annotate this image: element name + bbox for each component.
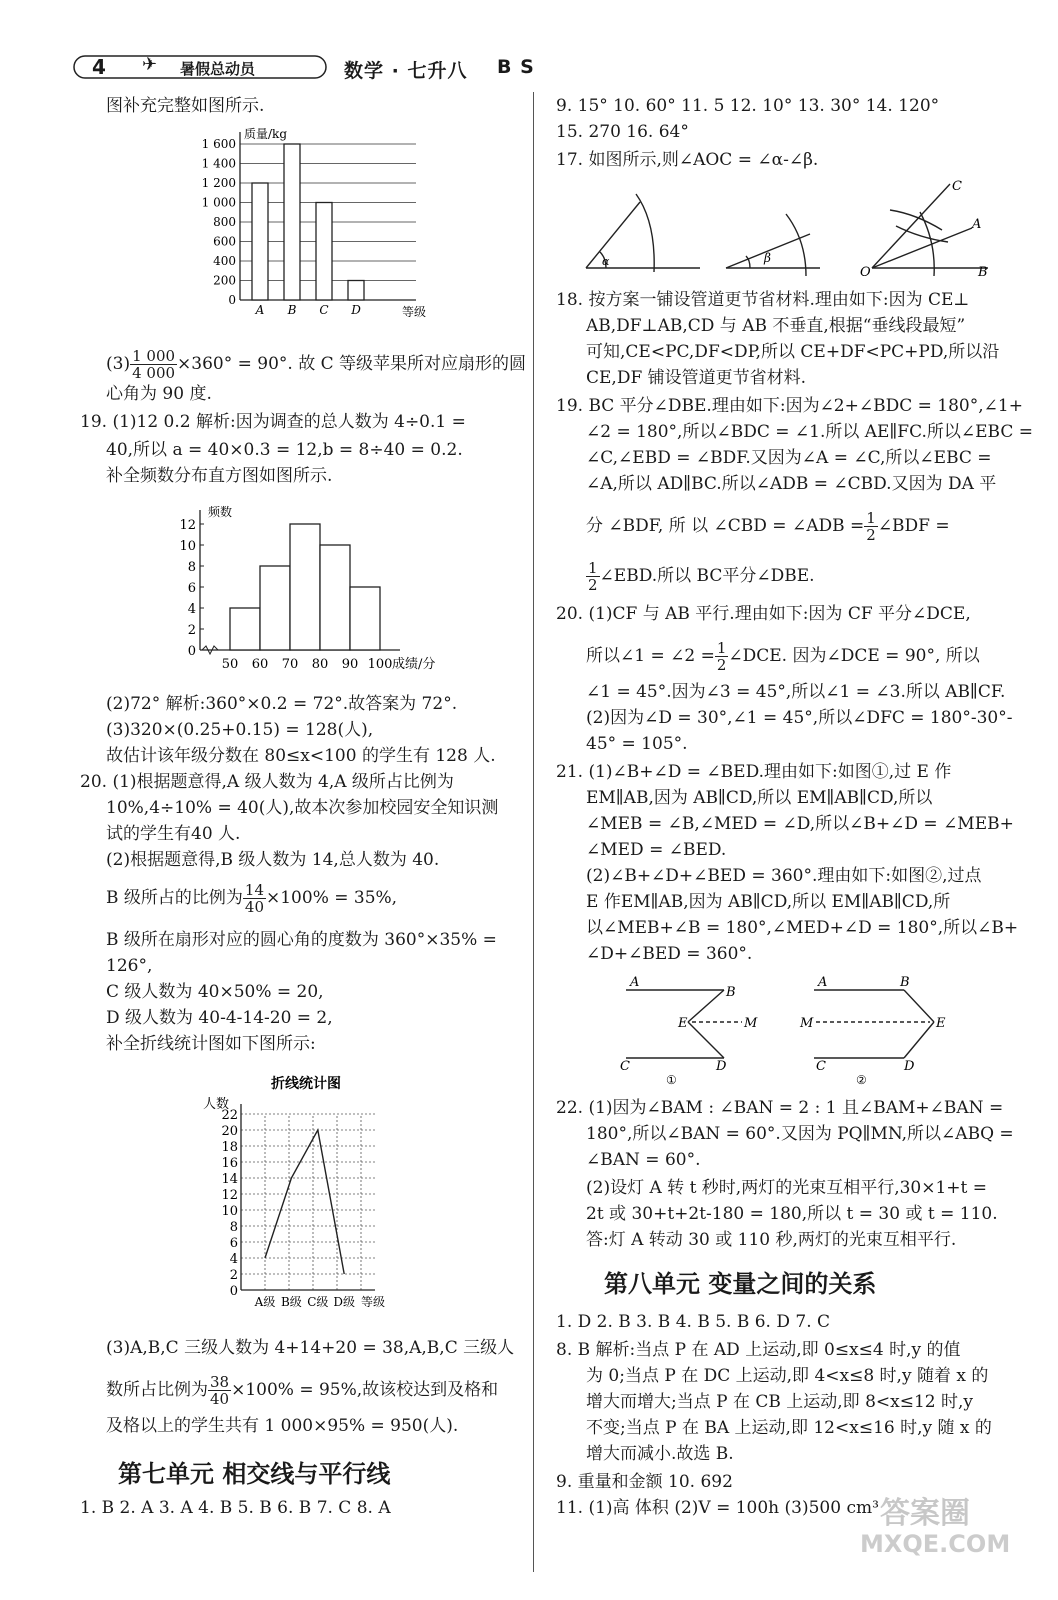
- y-tick-label: 10: [179, 539, 196, 554]
- x-tick-label: B级: [280, 1295, 302, 1309]
- histogram-bar: [320, 545, 350, 650]
- figure-21-parallel-lines: [612, 970, 972, 1090]
- text-line: 9. 重量和金额 10. 692: [556, 1472, 733, 1492]
- text-line: $\frac{1}{2}$ ∠EBD.所以 BC平分∠DBE.: [588, 559, 815, 594]
- fraction: $\frac{14}{40}$: [244, 881, 264, 916]
- fraction: $\frac{38}{40}$: [210, 1373, 230, 1408]
- point-b-label: B: [978, 265, 988, 280]
- histogram-bar: [290, 524, 320, 650]
- text-line: (2)根据题意得,B 级人数为 14,总人数为 40.: [106, 850, 440, 870]
- text-line: 不变;当点 P 在 BA 上运动,即 12<x≤16 时,y 随 x 的: [586, 1418, 992, 1438]
- text-line: 及格以上的学生共有 1 000×95% = 950(人).: [106, 1416, 459, 1436]
- text-line: 18. 按方案一铺设管道更节省材料.理由如下:因为 CE⊥: [556, 290, 970, 310]
- y-tick-label: 1 600: [201, 137, 236, 151]
- y-tick-label: 14: [221, 1172, 238, 1187]
- y-axis-title: 质量/kg: [244, 127, 287, 141]
- x-tick-label: B: [287, 303, 297, 317]
- text-line: 增大而增大;当点 P 在 CB 上运动,即 8<x≤12 时,y: [586, 1392, 974, 1412]
- watermark-url: MXQE.COM: [860, 1530, 1011, 1558]
- y-tick-label: 8: [229, 1220, 238, 1235]
- text-line: ∠MED = ∠BED.: [586, 840, 727, 860]
- fig21-a2: A: [818, 975, 828, 990]
- y-tick-label: 0: [187, 644, 196, 659]
- x-tick-label: A级: [254, 1295, 276, 1309]
- text-line: 1. D 2. B 3. B 4. B 5. B 6. D 7. C: [556, 1312, 831, 1332]
- text-line: 数所占比例为 $\frac{38}{40}$ ×100% = 95%,故该校达到及格和: [106, 1373, 499, 1408]
- text-line: 增大而减小.故选 B.: [586, 1444, 734, 1464]
- fig21-b1: B: [726, 985, 736, 1000]
- x-axis-title: 等级: [361, 1295, 386, 1309]
- y-tick-label: 22: [221, 1108, 238, 1123]
- x-tick-label: 80: [311, 657, 329, 672]
- text-line: 8. B 解析:当点 P 在 AD 上运动,即 0≤x≤4 时,y 的值: [556, 1340, 961, 1360]
- text-line: C 级人数为 40×50% = 20,: [106, 982, 324, 1002]
- text-line: 答:灯 A 转动 30 或 110 秒,两灯的光束互相平行.: [586, 1230, 957, 1250]
- y-tick-label: 800: [213, 215, 236, 229]
- text-line: 19. (1)12 0.2 解析:因为调查的总人数为 4÷0.1 =: [80, 412, 466, 432]
- histogram-bar: [350, 587, 380, 650]
- y-tick-label: 4: [187, 602, 196, 617]
- fig21-caption1: ①: [666, 1073, 677, 1087]
- section-title-unit8: 第八单元 变量之间的关系: [604, 1270, 877, 1298]
- text-line: 9. 15° 10. 60° 11. 5 12. 10° 13. 30° 14. 120°: [556, 96, 940, 116]
- y-tick-label: 400: [213, 254, 236, 268]
- x-tick-label: A: [255, 303, 265, 317]
- data-line: [265, 1130, 344, 1274]
- y-tick-label: 1 400: [201, 156, 236, 171]
- bird-icon: ✈: [142, 54, 158, 75]
- y-tick-label: 12: [179, 518, 196, 533]
- text-line: 10%,4÷10% = 40(人),故本次参加校园安全知识测: [106, 798, 499, 818]
- x-tick-label: 50: [221, 657, 239, 672]
- fig21-d2: D: [904, 1059, 915, 1074]
- text-line: B 级所占的比例为 $\frac{14}{40}$ ×100% = 35%,: [106, 881, 398, 916]
- histogram-bar: [260, 566, 290, 650]
- fig21-c1: C: [620, 1059, 630, 1074]
- column-divider: [533, 92, 534, 1572]
- text-line: AB,DF⊥AB,CD 与 AB 不垂直,根据“垂线段最短”: [586, 316, 966, 336]
- point-c-label: C: [952, 179, 962, 194]
- text-line: 1. B 2. A 3. A 4. B 5. B 6. B 7. C 8. A: [80, 1498, 391, 1518]
- page-header: [72, 52, 542, 82]
- y-tick-label: 16: [221, 1156, 238, 1171]
- y-tick-label: 200: [213, 273, 236, 288]
- bar: [252, 183, 268, 300]
- fig21-c2: C: [816, 1059, 826, 1074]
- text-line: ∠C,∠EBD = ∠BDF.又因为∠A = ∠C,所以∠EBC =: [586, 448, 992, 468]
- y-tick-label: 600: [213, 234, 236, 249]
- text-line: 为 0;当点 P 在 DC 上运动,即 4<x≤8 时,y 随着 x 的: [586, 1366, 989, 1386]
- y-tick-label: 2: [187, 623, 196, 638]
- watermark-logo: 答案圈: [880, 1496, 970, 1531]
- text-line: 126°,: [106, 956, 153, 976]
- fig21-m2: M: [800, 1016, 814, 1031]
- bar: [348, 281, 364, 301]
- text-line: 45° = 105°.: [586, 734, 688, 754]
- text-line: ∠MEB = ∠B,∠MED = ∠D,所以∠B+∠D = ∠MEB+: [586, 814, 1014, 834]
- text-line: 试的学生有40 人.: [106, 824, 241, 844]
- x-tick-label: C级: [307, 1295, 329, 1309]
- text-line: (3)A,B,C 三级人数为 4+14+20 = 38,A,B,C 三级人: [106, 1338, 515, 1358]
- beta-label: β: [764, 251, 771, 265]
- text-line: 17. 如图所示,则∠AOC = ∠α-∠β.: [556, 150, 819, 170]
- point-a-label: A: [972, 217, 982, 232]
- chart-score-histogram: [170, 498, 460, 678]
- text-line: 可知,CE<PC,DF<DP,所以 CE+DF<PC+PD,所以沿: [586, 342, 1000, 362]
- bar: [316, 203, 332, 301]
- fraction: $\frac{1}{2}$: [588, 559, 598, 594]
- text-line: 11. (1)高 体积 (2)V = 100h (3)500 cm³: [556, 1498, 879, 1518]
- text-line: 19. BC 平分∠DBE.理由如下:因为∠2+∠BDC = 180°,∠1+: [556, 396, 1023, 416]
- fraction: $\frac{1}{2}$: [716, 639, 727, 674]
- histogram-bar: [230, 608, 260, 650]
- header-subject: 数学 · 七升八: [344, 60, 468, 82]
- fraction: $\frac{1 000}{4 000}$: [132, 347, 176, 382]
- point-o-label: O: [860, 265, 871, 280]
- x-tick-label: C: [319, 303, 329, 317]
- x-tick-label: D: [351, 303, 361, 317]
- y-tick-label: 20: [221, 1124, 238, 1139]
- text-line: 21. (1)∠B+∠D = ∠BED.理由如下:如图①,过 E 作: [556, 762, 952, 782]
- fig21-d1: D: [716, 1059, 727, 1074]
- fig21-e1: E: [678, 1016, 688, 1031]
- x-tick-label: 60: [251, 657, 269, 672]
- text-line: 40,所以 a = 40×0.3 = 12,b = 8÷40 = 0.2.: [106, 440, 463, 460]
- text-line: ∠2 = 180°,所以∠BDC = ∠1.所以 AE∥FC.所以∠EBC =: [586, 422, 1034, 442]
- page-number: 4: [92, 55, 106, 79]
- fig21-b2: B: [900, 975, 910, 990]
- text-line: 2t 或 30+t+2t-180 = 180,所以 t = 30 或 t = 110.: [586, 1204, 998, 1224]
- header-edition: B S: [497, 56, 535, 78]
- y-tick-label: 12: [221, 1188, 238, 1203]
- y-tick-label: 6: [187, 581, 196, 596]
- chart-mass-grade: [190, 124, 430, 324]
- x-axis-title: 成绩/分: [392, 657, 436, 672]
- text-line: (2)设灯 A 转 t 秒时,两灯的光束互相平行,30×1+t =: [586, 1178, 988, 1198]
- text-line: ∠D+∠BED = 360°.: [586, 944, 753, 964]
- fig21-e2: E: [936, 1016, 946, 1031]
- text-line: 22. (1)因为∠BAM : ∠BAN = 2 : 1 且∠BAM+∠BAN =: [556, 1098, 1004, 1118]
- chart-title: 折线统计图: [271, 1076, 341, 1092]
- fraction: $\frac{1}{2}$: [866, 509, 876, 544]
- text-line: (2)因为∠D = 30°,∠1 = 45°,所以∠DFC = 180°-30°-: [586, 708, 1013, 728]
- y-tick-label: 6: [229, 1236, 238, 1251]
- text-line: CE,DF 铺设管道更节省材料.: [586, 368, 807, 388]
- fig21-a1: A: [630, 975, 640, 990]
- x-tick-label: 100: [367, 657, 393, 672]
- chart-grade-line: [195, 1070, 425, 1320]
- y-tick-label: 4: [229, 1252, 238, 1267]
- text-line: 180°,所以∠BAN = 60°.又因为 PQ∥MN,所以∠ABQ =: [586, 1124, 1014, 1144]
- text-line: B 级所在扇形对应的圆心角的度数为 360°×35% =: [106, 930, 497, 950]
- text-line: D 级人数为 40-4-14-20 = 2,: [106, 1008, 333, 1028]
- y-axis-title: 人数: [203, 1097, 230, 1112]
- text-line: 心角为 90 度.: [106, 384, 212, 404]
- text-line: ∠A,所以 AD∥BC.所以∠ADB = ∠CBD.又因为 DA 平: [586, 474, 997, 494]
- y-tick-label: 8: [187, 560, 196, 575]
- y-axis-title: 频数: [208, 505, 233, 519]
- text-line: 补全折线统计图如下图所示:: [106, 1034, 316, 1054]
- fig21-m1: M: [744, 1016, 758, 1031]
- text-line: 20. (1)根据题意得,A 级人数为 4,A 级所占比例为: [80, 772, 454, 792]
- y-tick-label: 1 000: [201, 195, 236, 210]
- text-line: (2)72° 解析:360°×0.2 = 72°.故答案为 72°.: [106, 694, 458, 714]
- x-axis-title: 等级: [402, 305, 427, 319]
- text-line: 图补充完整如图所示.: [106, 96, 265, 116]
- text-line: 所以∠1 = ∠2 = $\frac{1}{2}$ ∠DCE. 因为∠DCE = 90°, 所以: [586, 639, 980, 674]
- section-title-unit7: 第七单元 相交线与平行线: [118, 1460, 391, 1488]
- text-line: 补全频数分布直方图如图所示.: [106, 466, 333, 486]
- text-line: ∠BAN = 60°.: [586, 1150, 701, 1170]
- text-line: 20. (1)CF 与 AB 平行.理由如下:因为 CF 平分∠DCE,: [556, 604, 971, 624]
- bar: [284, 144, 300, 300]
- y-tick-label: 0: [228, 293, 236, 307]
- y-tick-label: 10: [221, 1204, 238, 1219]
- y-tick-label: 18: [221, 1140, 238, 1155]
- text-line: 故估计该年级分数在 80≤x<100 的学生有 128 人.: [106, 746, 496, 766]
- y-tick-label: 0: [229, 1284, 238, 1299]
- text-line: 分 ∠BDF, 所 以 ∠CBD = ∠ADB = $\frac{1}{2}$ ∠BDF =: [586, 509, 950, 544]
- figure-17-angles: [580, 172, 1000, 282]
- y-tick-label: 2: [229, 1268, 238, 1283]
- x-tick-label: 90: [341, 657, 359, 672]
- header-badge: 暑假总动员: [180, 60, 256, 78]
- text-line: (3) $\frac{1 000}{4 000}$ ×360° = 90°. 故 C 等级苹果所对应扇形的圆: [106, 347, 527, 382]
- x-tick-label: 70: [281, 657, 299, 672]
- text-line: EM∥AB,因为 AB∥CD,所以 EM∥AB∥CD,所以: [586, 788, 933, 808]
- fig21-caption2: ②: [856, 1073, 867, 1087]
- text-line: (3)320×(0.25+0.15) = 128(人),: [106, 720, 374, 740]
- text-line: ∠1 = 45°.因为∠3 = 45°,所以∠1 = ∠3.所以 AB∥CF.: [586, 682, 1006, 702]
- alpha-label: α: [602, 255, 610, 268]
- y-tick-label: 1 200: [201, 176, 236, 190]
- text-line: 以∠MEB+∠B = 180°,∠MED+∠D = 180°,所以∠B+: [586, 918, 1019, 938]
- x-tick-label: D级: [333, 1295, 356, 1309]
- text-line: E 作EM∥AB,因为 AB∥CD,所以 EM∥AB∥CD,所: [586, 892, 951, 912]
- text-line: 15. 270 16. 64°: [556, 122, 689, 142]
- text-line: (2)∠B+∠D+∠BED = 360°.理由如下:如图②,过点: [586, 866, 982, 886]
